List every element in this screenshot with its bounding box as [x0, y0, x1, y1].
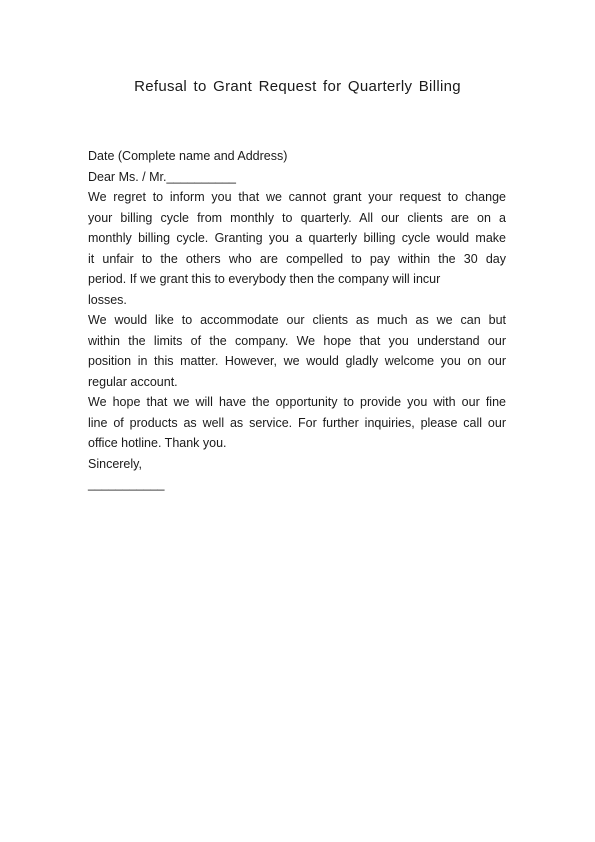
- letter-body: [88, 146, 506, 495]
- paragraph-3: [88, 392, 506, 454]
- paragraph-line: position in this matter. However, we would gladly welcome you on our: [88, 354, 506, 368]
- paragraph-line: We regret to inform you that we cannot grant your request to change: [88, 190, 506, 204]
- paragraph-line: line of products as well as service. For further inquiries, please call our: [88, 415, 506, 430]
- paragraph-line: within the limits of the company. We hope that you understand our: [88, 333, 506, 348]
- paragraph-line: losses.: [88, 292, 127, 307]
- paragraph-line: We would like to accommodate our clients as much as we can but: [88, 313, 506, 327]
- date-line: Date (Complete name and Address): [88, 149, 288, 163]
- paragraph-line: regular account.: [88, 374, 178, 389]
- paragraph-2: [88, 310, 506, 392]
- paragraph-line: monthly billing cycle. Granting you a quarterly billing cycle would make: [88, 231, 506, 245]
- signature-line: ___________: [88, 477, 165, 491]
- paragraph-line: it unfair to the others who are compelled to pay within the 30 day: [88, 251, 506, 266]
- paragraph-line: We hope that we will have the opportunity to provide you with our fine: [88, 395, 506, 409]
- salutation: Dear Ms. / Mr.__________: [88, 169, 236, 184]
- closing: Sincerely,: [88, 456, 142, 471]
- paragraph-line: period. If we grant this to everybody then the company will incur: [88, 272, 441, 286]
- paragraph-line: office hotline. Thank you.: [88, 436, 227, 450]
- document-title: Refusal to Grant Request for Quarterly Billing: [134, 78, 461, 95]
- paragraph-1: [88, 187, 506, 310]
- paragraph-line: your billing cycle from monthly to quarterly. All our clients are on a: [88, 210, 506, 225]
